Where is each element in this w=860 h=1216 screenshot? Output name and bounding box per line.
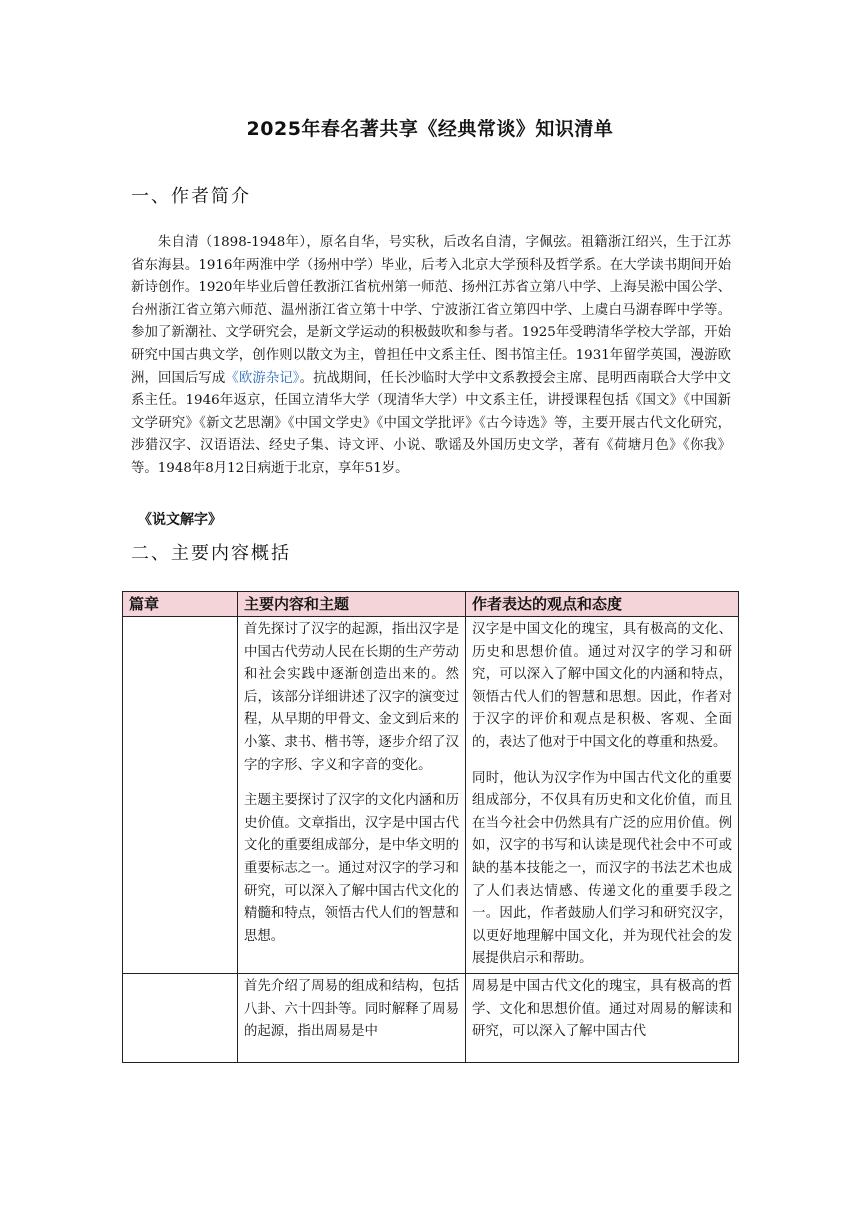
header-chapter: 篇章	[123, 592, 238, 617]
bio-text-part1: 朱自清（1898-1948年），原名自华，号实秋，后改名自清，字佩弦。祖籍浙江绍兴，生于江苏省东海县。1916年两淮中学（扬州中学）毕业，后考入北京大学预科及哲学系。在大学读书期间开始新诗创作。1920年毕业后曾任教浙江省杭州第一师范、扬州江苏省立第八中学、上海吴淞中国公学、台州浙江省立第六师范、温州浙江省立第十中学、宁波浙江省立第四中学、上虞白马湖春晖中学等。参加了新潮社、文学研究会，是新文学运动的积极鼓吹和参与者。1925年受聘清华学校大学部，开始研究中国古典文学，创作则以散文为主，曾担任中文系主任、图书馆主任。1931年留学英国，漫游欧洲，回国后写成	[131, 235, 731, 386]
header-main-content: 主要内容和主题	[238, 592, 466, 617]
view-paragraph-1: 汉字是中国文化的瑰宝，具有极高的文化、历史和思想价值。通过对汉字的学习和研究，可以深入了解中国文化的内涵和特点，领悟古代人们的智慧和思想。因此，作者对于汉字的评价和观点是积极、客观、全面的，表达了他对于中国文化的尊重和热爱。	[472, 622, 732, 750]
bio-link-ouyou-zaji[interactable]: 《欧游杂记》	[225, 370, 300, 386]
section-heading-author: 一、作者简介	[131, 186, 251, 207]
content-cell	[238, 617, 466, 974]
bio-text-part2: 。抗战期间，任长沙临时大学中文系教授会主席、昆明西南联合大学中文系主任。1946年返京，任国立清华大学（现清华大学）中文系主任，讲授课程包括《国文》《中国新文学研究》《新文艺思潮》《中国文学史》《中国文学批评》《古今诗选》等，主要开展古代文化研究，涉猎汉字、汉语语法、经史子集、诗文评、小说、歌谣及外国历史文学，著有《荷塘月色》《你我》等。1948年8月12日病逝于北京，享年51岁。	[131, 370, 732, 476]
view-paragraph-1: 周易是中国古代文化的瑰宝，具有极高的哲学、文化和思想价值。通过对周易的解读和研究，可以深入了解中国古代	[472, 978, 732, 1040]
view-cell	[466, 973, 739, 1062]
content-cell	[238, 973, 466, 1062]
view-paragraph-2: 同时，他认为汉字作为中国古代文化的重要组成部分，不仅具有历史和文化价值，而且在当今社会中仍然具有广泛的应用价值。例如，汉字的书写和认读是现代社会中不可或缺的基本技能之一，而汉字的书法艺术也成了人们表达情感、传递文化的重要手段之一。因此，作者鼓励人们学习和研究汉字，以更好地理解中国文化，并为现代社会的发展提供启示和帮助。	[472, 770, 732, 967]
table-row	[123, 617, 739, 974]
chapter-title: 《说文解字》	[138, 511, 222, 528]
table-row	[123, 973, 739, 1062]
document-title: 2025年春名著共享《经典常谈》知识清单	[246, 118, 614, 140]
chapter-cell	[123, 973, 238, 1062]
section-heading-content: 二、主要内容概括	[131, 543, 291, 564]
table-header-row	[123, 592, 739, 617]
content-paragraph-2: 主题主要探讨了汉字的文化内涵和历史价值。文章指出，汉字是中国古代文化的重要组成部分，是中华文明的重要标志之一。通过对汉字的学习和研究，可以深入了解中国古代文化的精髓和特点，领悟古代人们的智慧和思想。	[244, 793, 459, 944]
view-cell	[466, 617, 739, 974]
content-paragraph-1: 首先探讨了汉字的起源，指出汉字是中国古代劳动人民在长期的生产劳动和社会实践中逐渐创造出来的。然后，该部分详细讲述了汉字的演变过程，从早期的甲骨文、金文到后来的小篆、隶书、楷书等，逐步介绍了汉字的字形、字义和字音的变化。	[244, 622, 459, 773]
content-paragraph-1: 首先介绍了周易的组成和结构，包括八卦、六十四卦等。同时解释了周易的起源，指出周易是中	[244, 978, 459, 1040]
header-author-view: 作者表达的观点和态度	[466, 592, 739, 617]
author-bio	[131, 232, 731, 481]
